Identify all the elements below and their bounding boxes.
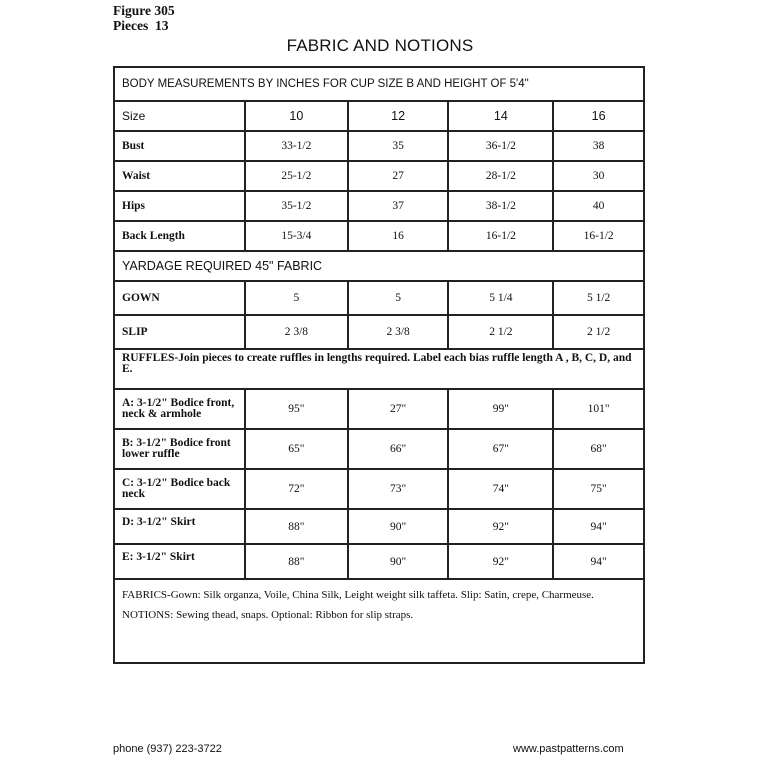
cell-value: 35 [348, 131, 449, 161]
table-row [114, 191, 644, 221]
cell-value: 35-1/2 [245, 191, 348, 221]
cell-value: 27" [348, 389, 449, 429]
size-10: 10 [245, 101, 348, 131]
ruffle-label: E: 3-1/2" Skirt [114, 544, 245, 579]
figure-number: Figure 305 [113, 3, 175, 18]
cell-value: 40 [553, 191, 644, 221]
figure-info [113, 3, 175, 33]
table-row [114, 389, 644, 429]
cell-value: 88" [245, 509, 348, 544]
size-14: 14 [448, 101, 553, 131]
measurement-label: Bust [114, 131, 245, 161]
cell-value: 66" [348, 429, 449, 469]
cell-value: 30 [553, 161, 644, 191]
cell-value: 94" [553, 509, 644, 544]
pieces-count: Pieces 13 [113, 18, 169, 33]
measurement-label: Back Length [114, 221, 245, 251]
cell-value: 72" [245, 469, 348, 509]
notes-cell [114, 579, 644, 663]
size-label: Size [114, 101, 245, 131]
size-16: 16 [553, 101, 644, 131]
size-12: 12 [348, 101, 449, 131]
cell-value: 92" [448, 544, 553, 579]
cell-value: 92" [448, 509, 553, 544]
cell-value: 67" [448, 429, 553, 469]
cell-value: 90" [348, 509, 449, 544]
table-row [114, 429, 644, 469]
fabrics-note: FABRICS-Gown: Silk organza, Voile, China Silk, Leight weight silk taffeta. Slip: Satin, crepe, Charmeuse. [122, 589, 594, 601]
cell-value: 16-1/2 [448, 221, 553, 251]
cell-value: 25-1/2 [245, 161, 348, 191]
table-row [114, 131, 644, 161]
cell-value: 90" [348, 544, 449, 579]
table-row [114, 161, 644, 191]
ruffle-label: D: 3-1/2" Skirt [114, 509, 245, 544]
cell-value: 2 1/2 [448, 315, 553, 349]
cell-value: 5 [348, 281, 449, 315]
cell-value: 16-1/2 [553, 221, 644, 251]
size-header-row [114, 101, 644, 131]
cell-value: 5 [245, 281, 348, 315]
cell-value: 36-1/2 [448, 131, 553, 161]
cell-value: 38 [553, 131, 644, 161]
cell-value: 37 [348, 191, 449, 221]
cell-value: 27 [348, 161, 449, 191]
notes-row [114, 579, 644, 663]
cell-value: 65" [245, 429, 348, 469]
table-row [114, 315, 644, 349]
ruffles-heading: RUFFLES-Join pieces to create ruffles in lengths required. Label each bias ruffle length A , B, C, D, and E. [114, 349, 644, 389]
yardage-label: SLIP [114, 315, 245, 349]
yardage-heading: YARDAGE REQUIRED 45" FABRIC [114, 251, 644, 281]
cell-value: 16 [348, 221, 449, 251]
cell-value: 38-1/2 [448, 191, 553, 221]
cell-value: 75" [553, 469, 644, 509]
cell-value: 94" [553, 544, 644, 579]
ruffle-label: C: 3-1/2" Bodice back neck [114, 469, 245, 509]
page-title: FABRIC AND NOTIONS [286, 36, 474, 55]
fabric-notions-table [113, 66, 645, 664]
notions-note: NOTIONS: Sewing thead, snaps. Optional: Ribbon for slip straps. [122, 609, 414, 621]
measurement-label: Hips [114, 191, 245, 221]
measurement-label: Waist [114, 161, 245, 191]
table-row [114, 221, 644, 251]
cell-value: 99" [448, 389, 553, 429]
measurements-heading-row [114, 67, 644, 101]
cell-value: 15-3/4 [245, 221, 348, 251]
footer-url[interactable]: www.pastpatterns.com [513, 743, 624, 755]
cell-value: 28-1/2 [448, 161, 553, 191]
cell-value: 95" [245, 389, 348, 429]
cell-value: 74" [448, 469, 553, 509]
cell-value: 33-1/2 [245, 131, 348, 161]
yardage-label: GOWN [114, 281, 245, 315]
cell-value: 68" [553, 429, 644, 469]
ruffles-heading-row [114, 349, 644, 389]
yardage-heading-row [114, 251, 644, 281]
cell-value: 5 1/4 [448, 281, 553, 315]
cell-value: 101" [553, 389, 644, 429]
table-row [114, 281, 644, 315]
cell-value: 5 1/2 [553, 281, 644, 315]
table-row [114, 509, 644, 544]
cell-value: 73" [348, 469, 449, 509]
table-row [114, 544, 644, 579]
ruffle-label: B: 3-1/2" Bodice front lower ruffle [114, 429, 245, 469]
cell-value: 2 1/2 [553, 315, 644, 349]
cell-value: 2 3/8 [348, 315, 449, 349]
ruffle-label: A: 3-1/2" Bodice front, neck & armhole [114, 389, 245, 429]
measurements-heading: BODY MEASUREMENTS BY INCHES FOR CUP SIZE B AND HEIGHT OF 5'4" [114, 67, 644, 101]
cell-value: 88" [245, 544, 348, 579]
footer-phone: phone (937) 223-3722 [113, 743, 222, 755]
cell-value: 2 3/8 [245, 315, 348, 349]
table-row [114, 469, 644, 509]
